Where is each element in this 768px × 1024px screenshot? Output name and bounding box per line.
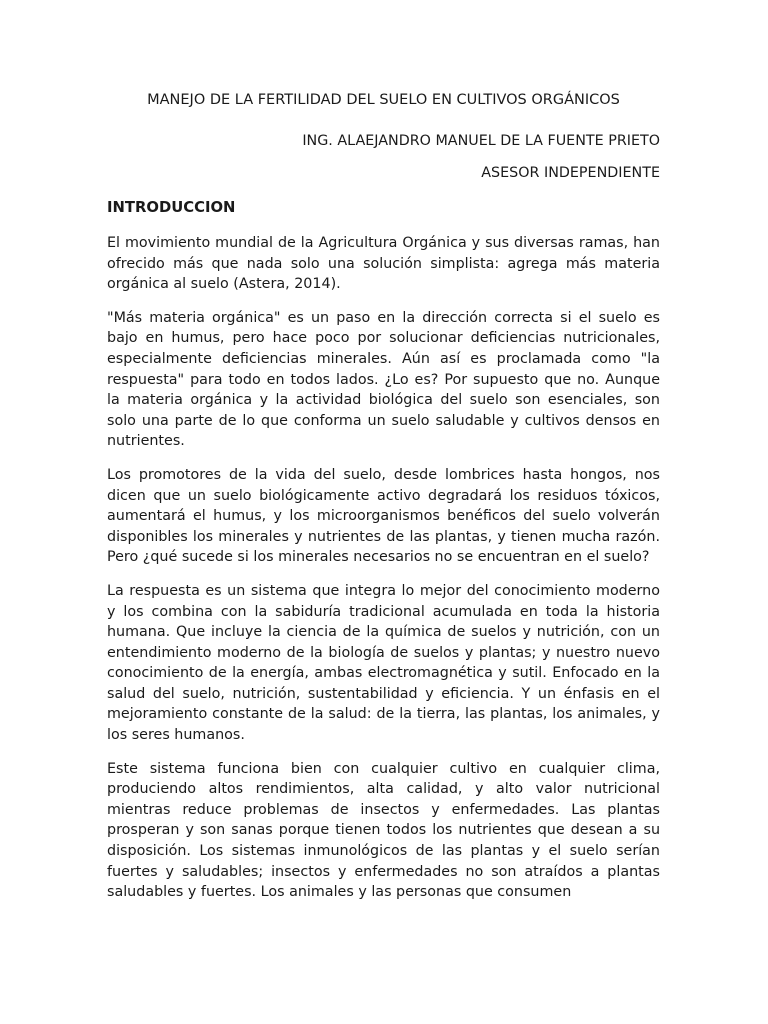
affiliation-line: ASESOR INDEPENDIENTE [481,165,660,181]
paragraph: Este sistema funciona bien con cualquier cultivo en cualquier clima, produciendo altos rendimientos, alta calidad, y alto valor nutricional mientras reduce problemas de insectos y enfermedades. Las plantas prosperan y son sanas porque tienen todos los nutrientes que desean a su disposición. Los sistemas inmunológicos de las plantas y el suelo serían fuertes y saludables; insectos y enfermedades no son atraídos a plantas saludables y fuertes. Los animales y las personas que consumen [107,760,660,901]
document-title: MANEJO DE LA FERTILIDAD DEL SUELO EN CULTIVOS ORGÁNICOS [147,92,620,108]
paragraph: "Más materia orgánica" es un paso en la dirección correcta si el suelo es bajo en humus, pero hace poco por solucionar deficiencias nutricionales, especialmente deficiencias minerales. Aún así es proclamada como "la respuesta" para todo en todos lados. ¿Lo es? Por supuesto que no. Aunque la materia orgánica y la actividad biológica del suelo son esenciales, son solo una parte de lo que conforma un suelo saludable y cultivos densos en nutrientes. [107,309,660,450]
paragraph: El movimiento mundial de la Agricultura Orgánica y sus diversas ramas, han ofrecido más que nada solo una solución simplista: agrega más materia orgánica al suelo (Astera, 2014). [107,235,660,293]
document-page [107,84,660,916]
section-heading: INTRODUCCION [107,199,236,216]
author-line: ING. ALAEJANDRO MANUEL DE LA FUENTE PRIETO [302,133,660,149]
paragraph: La respuesta es un sistema que integra lo mejor del conocimiento moderno y los combina con la sabiduría tradicional acumulada en toda la historia humana. Que incluye la ciencia de la química de suelos y nutrición, con un entendimiento moderno de la biología de suelos y plantas; y nuestro nuevo conocimiento de la energía, ambas electromagnética y sutil. Enfocado en la salud del suelo, nutrición, sustentabilidad y eficiencia. Y un énfasis en el mejoramiento constante de la salud: de la tierra, las plantas, los animales, y los seres humanos. [107,582,660,744]
paragraph: Los promotores de la vida del suelo, desde lombrices hasta hongos, nos dicen que un suelo biológicamente activo degradará los residuos tóxicos, aumentará el humus, y los microorganismos benéficos del suelo volverán disponibles los minerales y nutrientes de las plantas, y tienen mucha razón. Pero ¿qué sucede si los minerales necesarios no se encuentran en el suelo? [107,466,660,566]
